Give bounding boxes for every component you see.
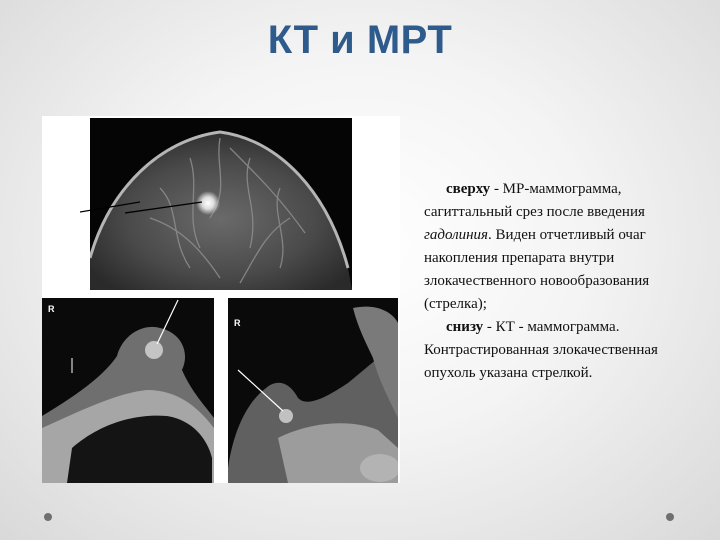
ct-left-side-marker: R [48,304,55,314]
mri-arrow-tail [80,198,140,218]
desc-top-italic: гадолиния [424,227,489,243]
ct-mammogram-left-image [42,298,214,483]
nav-dot-right-icon [666,513,674,521]
term-bottom: снизу [446,319,484,335]
nav-dot-left-icon [44,513,52,521]
ct-right-side-marker: R [234,318,241,328]
desc-top-text-b: . Виден отчетливый очаг накопления препарата внутри злокачественного новообразования (стрелка); [424,227,650,312]
medical-images-figure [42,116,400,483]
slide-title: КТ и МРТ [267,18,453,62]
desc-bottom-text: - КТ - маммограмма. Контрастированная злокачественная опухоль указана стрелкой. [424,319,658,381]
description-paragraph-bottom [424,316,686,385]
description-paragraph-top [424,178,686,316]
ct-mammogram-right-image [228,298,398,483]
desc-top-text-a: - МР-маммограмма, сагиттальный срез после введения [424,181,645,220]
description-text [424,178,686,385]
term-top: сверху [446,181,491,197]
